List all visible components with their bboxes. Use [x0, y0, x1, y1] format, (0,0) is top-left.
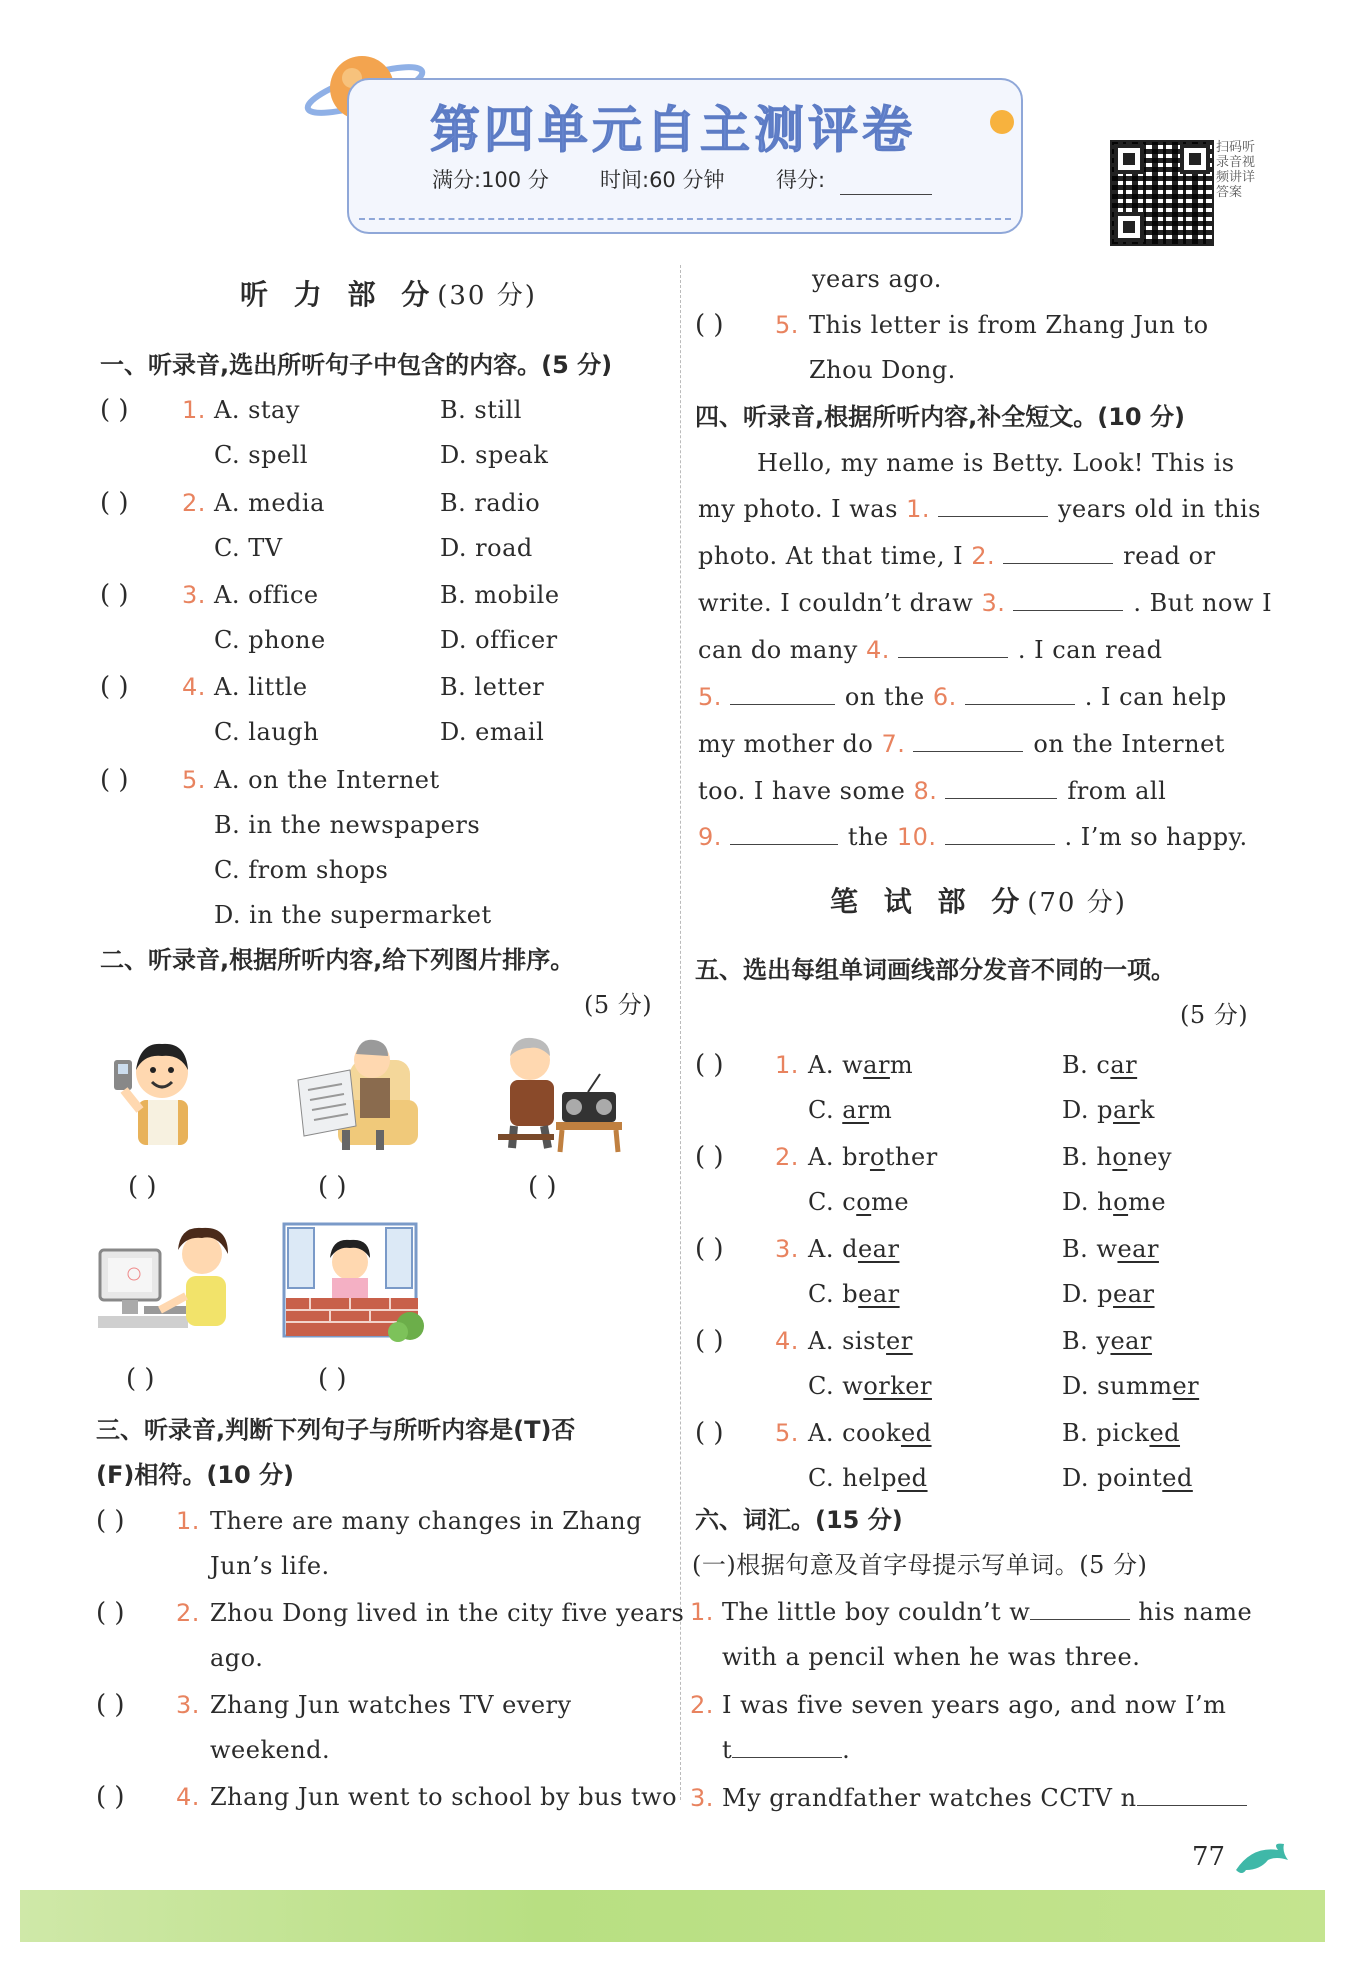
vocab-q2: 2. I was five seven years ago, and now I’m: [690, 1691, 1227, 1719]
picture-woman-at-computer: [94, 1220, 244, 1349]
picture-answer-2[interactable]: ( ): [318, 1172, 347, 1202]
s1-option-b: B. letter: [440, 673, 545, 701]
s5-answer-paren[interactable]: ( ): [695, 1234, 724, 1264]
underlined-part: ed: [900, 1419, 932, 1447]
s3-answer-paren[interactable]: ( ): [695, 310, 724, 340]
s1-option-d: D. speak: [440, 441, 549, 469]
s1-option-c: C. spell: [214, 441, 308, 469]
s5-answer-paren[interactable]: ( ): [695, 1142, 724, 1172]
s1-option-a: A. media: [214, 489, 325, 517]
section3-title-line1: 三、听录音,判断下列句子与所听内容是(T)否: [96, 1416, 576, 1444]
s1-option-d: D. in the supermarket: [214, 901, 492, 929]
s1-answer-paren[interactable]: ( ): [100, 672, 129, 702]
underlined-part: o: [856, 1188, 872, 1216]
section2-points: (5 分): [584, 991, 653, 1019]
s5-option-a: A. brother: [808, 1143, 938, 1171]
s5-question-number: 4.: [775, 1327, 799, 1355]
s1-option-b: B. still: [440, 396, 522, 424]
s5-option-c: C. bear: [808, 1280, 900, 1308]
passage-line-6: 5. on the 6. . I can help: [698, 683, 1227, 711]
s3-statement: Zhang Jun watches TV every: [210, 1691, 572, 1719]
picture-boy-with-phone: [100, 1030, 220, 1159]
passage-blank-5[interactable]: [730, 682, 835, 705]
underlined-part: ar: [1110, 1051, 1138, 1079]
s5-option-b: B. car: [1062, 1051, 1138, 1079]
s3-answer-paren[interactable]: ( ): [96, 1598, 125, 1628]
s3-answer-paren[interactable]: ( ): [96, 1506, 125, 1536]
passage-line-1: Hello, my name is Betty. Look! This is: [757, 449, 1235, 477]
underlined-part: ear: [1113, 1280, 1155, 1308]
passage-blank-4[interactable]: [898, 635, 1008, 658]
s1-option-c: C. phone: [214, 626, 326, 654]
underlined-part: ar: [1113, 1096, 1140, 1124]
s5-option-d: D. park: [1062, 1096, 1155, 1124]
s1-option-d: D. road: [440, 534, 533, 562]
underlined-part: ear: [1110, 1327, 1152, 1355]
section3-title-line2: (F)相符。(10 分): [96, 1461, 295, 1489]
s3-statement-cont: Jun’s life.: [210, 1552, 330, 1580]
underlined-part: ear: [857, 1235, 900, 1263]
s1-question-number: 5.: [182, 766, 206, 794]
underlined-part: ed: [896, 1464, 928, 1492]
s5-option-d: D. pear: [1062, 1280, 1155, 1308]
writing-section-title: 笔 试 部 分(70 分): [830, 885, 1127, 918]
passage-blank-7[interactable]: [913, 729, 1023, 752]
s5-option-d: D. home: [1062, 1188, 1167, 1216]
s5-option-b: B. year: [1062, 1327, 1152, 1355]
s1-option-a: A. stay: [214, 396, 300, 424]
passage-blank-1[interactable]: [938, 494, 1048, 517]
s5-option-b: B. picked: [1062, 1419, 1181, 1447]
exam-time: 时间:60 分钟: [600, 168, 725, 192]
s5-question-number: 2.: [775, 1143, 799, 1171]
s1-option-a: A. office: [214, 581, 319, 609]
s1-answer-paren[interactable]: ( ): [100, 488, 129, 518]
underlined-part: ar: [842, 1096, 870, 1124]
s3-question-number: 4.: [176, 1783, 200, 1811]
s5-option-c: C. helped: [808, 1464, 928, 1492]
s1-option-d: D. email: [440, 718, 545, 746]
underlined-part: orker: [863, 1372, 932, 1400]
s3-question-number: 2.: [176, 1599, 200, 1627]
passage-blank-3[interactable]: [1013, 588, 1123, 611]
s1-option-b: B. radio: [440, 489, 541, 517]
s1-answer-paren[interactable]: ( ): [100, 765, 129, 795]
s5-option-c: C. worker: [808, 1372, 932, 1400]
s3-question-number: 1.: [176, 1507, 200, 1535]
s3-statement: Zhou Dong lived in the city five years: [210, 1599, 685, 1627]
section1-title: 一、听录音,选出所听句子中包含的内容。(5 分): [100, 351, 613, 379]
section6-subtitle: (一)根据句意及首字母提示写单词。(5 分): [692, 1551, 1148, 1579]
s3-statement: There are many changes in Zhang: [210, 1507, 642, 1535]
qr-caption: 扫码听录音视频讲详答案: [1216, 140, 1256, 200]
page-title: 第四单元自主测评卷: [430, 101, 916, 159]
s5-answer-paren[interactable]: ( ): [695, 1326, 724, 1356]
s3-answer-paren[interactable]: ( ): [96, 1690, 125, 1720]
passage-line-2: my photo. I was 1. years old in this: [698, 495, 1261, 523]
section6-title: 六、词汇。(15 分): [695, 1506, 903, 1534]
s1-question-number: 3.: [182, 581, 206, 609]
passage-line-9: 9. the 10. . I’m so happy.: [698, 823, 1248, 851]
section5-points: (5 分): [1180, 1001, 1249, 1029]
footer-band: [20, 1890, 1325, 1942]
s1-option-c: C. from shops: [214, 856, 389, 884]
vocab-q1-line2: with a pencil when he was three.: [722, 1643, 1141, 1671]
s3-statement: This letter is from Zhang Jun to: [809, 311, 1209, 339]
score-blank[interactable]: [840, 194, 932, 195]
s1-option-c: C. TV: [214, 534, 283, 562]
picture-answer-1[interactable]: ( ): [128, 1172, 157, 1202]
underlined-part: ed: [1162, 1464, 1193, 1492]
section5-title: 五、选出每组单词画线部分发音不同的一项。: [695, 956, 1175, 984]
underlined-part: ear: [858, 1280, 900, 1308]
picture-answer-4[interactable]: ( ): [126, 1364, 155, 1394]
column-divider: [680, 265, 681, 1800]
s5-option-b: B. honey: [1062, 1143, 1173, 1171]
section2-title: 二、听录音,根据所听内容,给下列图片排序。: [100, 946, 575, 974]
picture-grandpa-with-radio: [488, 1030, 628, 1159]
s1-option-a: A. on the Internet: [214, 766, 440, 794]
s5-option-d: D. pointed: [1062, 1464, 1193, 1492]
picture-man-reading-newspaper: [290, 1030, 420, 1159]
section4-title: 四、听录音,根据所听内容,补全短文。(10 分): [695, 403, 1185, 431]
dolphin-icon: [1232, 1840, 1292, 1884]
s5-option-c: C. come: [808, 1188, 910, 1216]
vocab-q2-blank[interactable]: [732, 1735, 842, 1758]
s3-statement-cont: ago.: [210, 1644, 264, 1672]
full-score: 满分:100 分: [432, 168, 549, 192]
underlined-part: o: [869, 1143, 885, 1171]
s1-question-number: 4.: [182, 673, 206, 701]
underlined-part: ar: [863, 1051, 890, 1079]
s1-option-b: B. mobile: [440, 581, 560, 609]
tag-dot-icon: [990, 110, 1014, 134]
underlined-part: o: [1112, 1143, 1128, 1171]
s1-option-c: C. laugh: [214, 718, 320, 746]
s1-option-b: B. in the newspapers: [214, 811, 481, 839]
s3-question-number: 3.: [176, 1691, 200, 1719]
s5-option-b: B. wear: [1062, 1235, 1159, 1263]
s5-option-d: D. summer: [1062, 1372, 1200, 1400]
picture-girl-at-window: [280, 1218, 425, 1347]
underlined-part: er: [886, 1327, 913, 1355]
page-number: 77: [1192, 1842, 1226, 1872]
s1-answer-paren[interactable]: ( ): [100, 395, 129, 425]
underlined-part: ear: [1117, 1235, 1159, 1263]
picture-answer-3[interactable]: ( ): [528, 1172, 557, 1202]
s5-option-a: A. warm: [808, 1051, 914, 1079]
passage-line-3: photo. At that time, I 2. read or: [698, 542, 1216, 570]
passage-line-8: too. I have some 8. from all: [698, 777, 1167, 805]
s3-statement-cont: Zhou Dong.: [809, 356, 956, 384]
passage-blank-10[interactable]: [945, 822, 1055, 845]
s5-answer-paren[interactable]: ( ): [695, 1050, 724, 1080]
passage-blank-6[interactable]: [965, 682, 1075, 705]
passage-line-7: my mother do 7. on the Internet: [698, 730, 1225, 758]
s5-option-a: A. cooked: [808, 1419, 932, 1447]
s5-answer-paren[interactable]: ( ): [695, 1418, 724, 1448]
s3-statement-cont: years ago.: [812, 265, 942, 293]
s1-question-number: 1.: [182, 396, 206, 424]
qr-code[interactable]: [1110, 140, 1214, 246]
vocab-q1-blank[interactable]: [1030, 1597, 1130, 1620]
s1-option-a: A. little: [214, 673, 308, 701]
underlined-part: er: [1172, 1372, 1200, 1400]
picture-answer-5[interactable]: ( ): [318, 1364, 347, 1394]
vocab-q1: 1. The little boy couldn’t w his name: [690, 1598, 1253, 1626]
passage-blank-2[interactable]: [1003, 541, 1113, 564]
s1-answer-paren[interactable]: ( ): [100, 580, 129, 610]
listening-section-title: 听 力 部 分(30 分): [240, 278, 537, 311]
s5-question-number: 3.: [775, 1235, 799, 1263]
vocab-q2-line2: t .: [722, 1736, 851, 1764]
passage-blank-8[interactable]: [945, 776, 1057, 799]
s1-option-d: D. officer: [440, 626, 558, 654]
score-label: 得分:: [776, 168, 826, 192]
s3-answer-paren[interactable]: ( ): [96, 1782, 125, 1812]
vocab-q3-blank[interactable]: [1137, 1783, 1247, 1806]
s5-option-c: C. arm: [808, 1096, 893, 1124]
s5-question-number: 5.: [775, 1419, 799, 1447]
passage-line-4: write. I couldn’t draw 3. . But now I: [698, 589, 1273, 617]
s5-option-a: A. sister: [808, 1327, 913, 1355]
s3-statement: Zhang Jun went to school by bus two: [210, 1783, 678, 1811]
underlined-part: ed: [1149, 1419, 1181, 1447]
passage-line-5: can do many 4. . I can read: [698, 636, 1163, 664]
s1-question-number: 2.: [182, 489, 206, 517]
s3-statement-cont: weekend.: [210, 1736, 331, 1764]
underlined-part: o: [1113, 1188, 1129, 1216]
s5-option-a: A. dear: [808, 1235, 900, 1263]
vocab-q3: 3. My grandfather watches CCTV n: [690, 1783, 1247, 1813]
s5-question-number: 1.: [775, 1051, 799, 1079]
s3-question-number: 5.: [775, 311, 799, 339]
passage-blank-9[interactable]: [730, 822, 838, 845]
